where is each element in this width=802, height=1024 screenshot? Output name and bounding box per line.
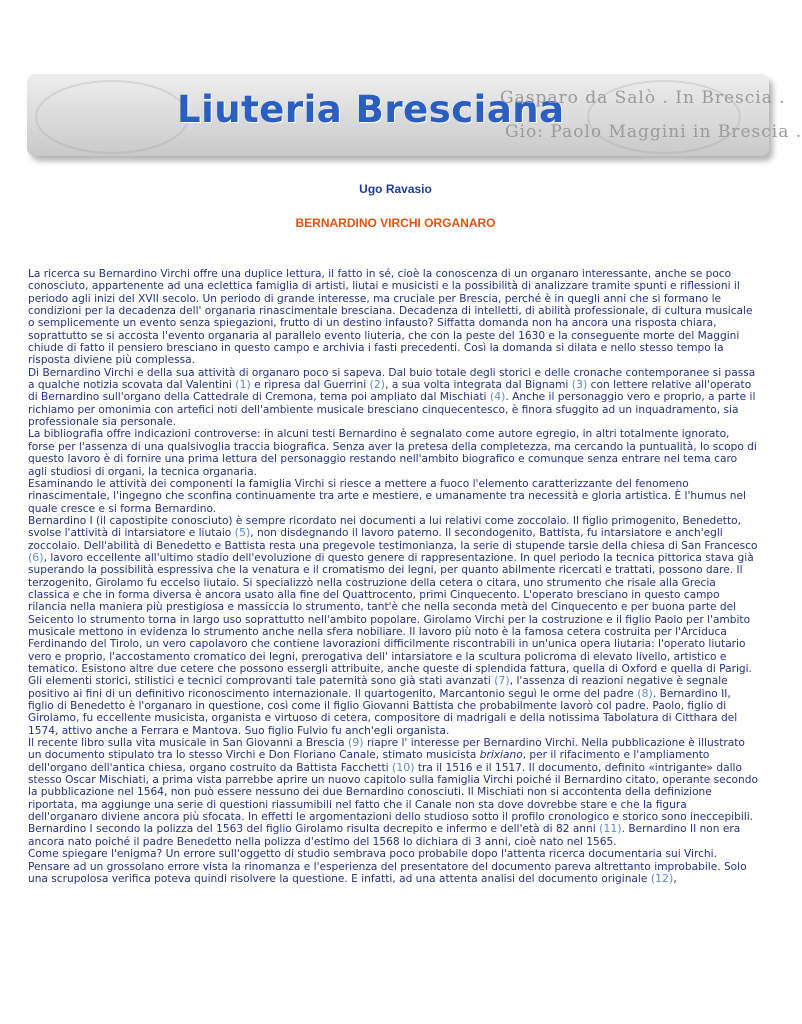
text-run: , l'assenza di reazioni negative è segnale positivo ai fini di un definitivo riconoscimento internazionale. Il quartogenito, Marcantonio seguì le orme del padre (28, 675, 728, 700)
text-run: Bernardino I (il capostipite conosciuto) è sempre ricordato nei documenti a lui relativi come zoccolaio. Il figlio primogenito, Benedetto, svolse l'attività di intarsiatore e liutaio (28, 514, 741, 540)
footnote-link[interactable]: (12) (650, 871, 674, 885)
body-paragraph (28, 848, 758, 885)
text-run: , lavoro eccellente all'ultimo stadio dell'evoluzione di questo genere di rappresentazione. In quel periodo la tecnica pittorica stava già superando la possibilità espressiva che la venatura e il cromatismo dei legni, per quanto abilmente ricercati e trattati, possono dare. Il terzogenito, Girolamo fu eccelso liutaio. Si specializzò nella costruzione della cetera o citara, uno strumento che risale alla Grecia classica e che in forma diversa è ancora usato alla fine del Quattrocento, primi Cinquecento. L'operato bresciano in questo campo rilancia nella maniera più prestigiosa e massiccia lo strumento, tant'è che nella seconda metà del Cinquecento e per buona parte del Seicento lo strumento torna in largo uso soprattutto nell'ambito popolare. Girolamo Virchi per la costruzione e il figlio Paolo per l'ambito musicale mettono in evidenza lo strumento anche nella sfera nobiliare. Il lavoro più noto è la famosa cetera costruita per l'Arciduca Ferdinando del Tirolo, un vero capolavoro che contiene lavorazioni difficilmente riscontrabili in un'unica opera liutaria: l'operato liutario vero e proprio, l'accostamento cromatico dei legni, prerogativa dell' intarsiatore e la scultura policroma di elevato livello, artistico e tematico. Esistono altre due cetere che possono essergli attribuite, anche queste di splendida fattura, quella di Oxford e quella di Parigi. Gli elementi storici, stilistici e tecnici comprovanti tale paternità sono già stati avanzati (28, 551, 754, 688)
text-run: . Bernardino II non era ancora nato poiché il padre Benedetto nella polizza d'estimo del 1568 lo dichiara di 3 anni, cioè nato nel 1565. (28, 823, 741, 848)
banner-inscription: Gio: Paolo Maggini in Brescia . (505, 122, 802, 142)
text-run: , per il rifacimento e l'ampliamento dell'organo dell'antica chiesa, organo costruito da Battista Facchetti (28, 749, 710, 774)
text-run: Come spiegare l'enigma? Un errore sull'oggetto di studio sembrava poco probabile dopo l'attenta ricerca documentaria sui Virchi. Pensare ad un grossolano errore vista la rinomanza e l'esperienza del presentatore del documento pareva altrettanto improbabile. Solo una scrupolosa verifica poteva quindi risolvere la questione. E infatti, ad una attenta analisi del documento originale (28, 848, 747, 885)
text-run: con lettere relative all'operato di Bernardino sull'organo della Cattedrale di Cremona, tema poi ampliato dal Mischiati (28, 379, 752, 404)
body-paragraph: La ricerca su Bernardino Virchi offre una duplice lettura, il fatto in sé, cioè la conoscenza di un organaro interessante, anche se poco conosciuto, appartenente ad una eclettica famiglia di artisti, liutai e musicisti e la possibilità di analizzare tramite spunti e riflessioni il periodo agli inizi del XVII secolo. Un periodo di grande interesse, ma cruciale per Brescia, perché è in quegli anni che si formano le condizioni per la decadenza dell' organaria rinascimentale bresciana. Decadenza di intelletti, di abilità professionale, di cultura musicale o semplicemente un evento senza spiegazioni, frutto di un destino infausto? Siffatta domanda non ha ancora una risposta chiara, soprattutto se si accosta l'evento organaria al parallelo evento liuteria, che con la peste del 1630 e la conseguente morte del Maggini chiude di fatto il pensiero bresciano in questo campo e archivia i fasti precedenti. Così la domanda si dilata e nello stesso tempo la risposta diviene più complessa. (28, 268, 753, 367)
banner-ornament (35, 80, 189, 154)
text-run: Di Bernardino Virchi e della sua attività di organaro poco si sapeva. Dal buio totale degli storici e delle cronache contemporanee si passa a qualche notizia scovata dal Valentini (28, 366, 756, 392)
text-run: . Anche il personaggio vero e proprio, a parte il richiamo per omonimia con artefici noti dell'ambiente musicale bresciano cinquecentesco, è finora sfuggito ad un inquadramento, sia professionale sia personale. (28, 391, 756, 429)
text-run: Il recente libro sulla vita musicale in San Giovanni a Brescia (28, 737, 348, 750)
text-run: e ripresa dal Guerrini (250, 379, 370, 392)
footnote-link[interactable]: (9) (347, 736, 364, 750)
text-run: tra il 1516 e il 1517. Il documento, definito «intrigante» dallo stesso Oscar Mischiati, a prima vista parrebbe aprire un nuovo capitolo sulla famiglia Virchi poiché il Bernardino citato, operante secondo la pubblicazione nel 1564, non può essere nessuno dei due Bernardino conosciuti. Il Mischiati non si accontenta della definizione riportata, ma aggiunge una serie di questioni riassumibili nel fatto che il Canale non sta dove dovrebbe stare e che la figura dell'organaro diviene ancora più sfocata. In effetti le argomentazioni dello studioso sotto il profilo cronologico e storico sono ineccepibili. Bernardino I secondo la polizza del 1563 del figlio Girolamo risulta decrepito e infermo e dell'età di 82 anni (28, 761, 758, 836)
footnote-link[interactable]: (11) (599, 822, 622, 836)
article-title: BERNARDINO VIRCHI ORGANARO (295, 216, 496, 230)
footnote-link[interactable]: (1) (235, 378, 251, 392)
body-paragraph (28, 737, 758, 848)
body-paragraph: Esaminando le attività dei componenti la famiglia Virchi si riesce a mettere a fuoco l'elemento caratterizzante del fenomeno rinascimentale, l'ingegno che sconfina continuamente tra arte e mestiere, e umanamente tra necessità e gloria artistica. È l'humus nel quale cresce e si forma Bernardino. (28, 477, 746, 515)
text-run: , (673, 872, 677, 885)
footnote-link[interactable]: (2) (369, 378, 386, 392)
footnote-link[interactable]: (8) (637, 686, 653, 700)
text-run: , a sua volta integrata dal Bignami (385, 379, 572, 392)
header-banner (27, 74, 802, 156)
footnote-link[interactable]: (6) (28, 550, 44, 564)
text-run: , non disdegnando il lavoro paterno. Il secondogenito, Battista, fu intarsiatore e anch'egli zoccolaio. Dell'abilità di Benedetto e Battista resta una pregevole testimonianza, la serie di stupende tarsie della chiesa di San Francesco (28, 527, 758, 552)
site-title: Liuteria Bresciana (177, 88, 565, 131)
banner-inscription: Gasparo da Salò . In Brescia . (500, 88, 786, 108)
text-run: . Bernardino II, figlio di Benedetto è l'organaro in questione, così come il figlio Giovanni Battista che probabilmente lavorò col padre. Paolo, figlio di Girolamo, fu eccellente musicista, organista e virtuoso di cetera, compositore di madrigali e della notissima Tabolatura di Citthara del 1574, attivo anche a Ferrara e Mantova. Suo figlio Fulvio fu anch'egli organista. (28, 687, 738, 737)
author-name: Ugo Ravasio (359, 182, 432, 196)
body-paragraph: La bibliografia offre indicazioni controverse: in alcuni testi Bernardino è segnalato come autore egregio, in altri totalmente ignorato, forse per l'assenza di una qualsivoglia traccia biografica. Senza aver la pretesa della completezza, ma cercando la puntualità, lo scopo di questo lavoro è di fornire una prima lettura del personaggio restando nell'ambito biografico e comunque senza entrare nel tema caro agli studiosi di organi, la tecnica organaria. (28, 428, 757, 478)
footnote-link[interactable]: (10) (391, 760, 415, 774)
text-run: riapre l' interesse per Bernardino Virchi. Nella pubblicazione è illustrato un documento stipulato tra lo stesso Virchi e Don Floriano Canale, stimato musicista (28, 737, 745, 762)
footnote-link[interactable]: (3) (571, 378, 588, 392)
footnote-link[interactable]: (7) (494, 674, 510, 688)
body-paragraph (28, 367, 758, 429)
footnote-link[interactable]: (5) (234, 526, 251, 540)
footnote-link[interactable]: (4) (489, 390, 506, 404)
emphasized-text: brixiano (479, 749, 523, 762)
body-paragraph (28, 515, 758, 737)
article-body (28, 268, 758, 885)
